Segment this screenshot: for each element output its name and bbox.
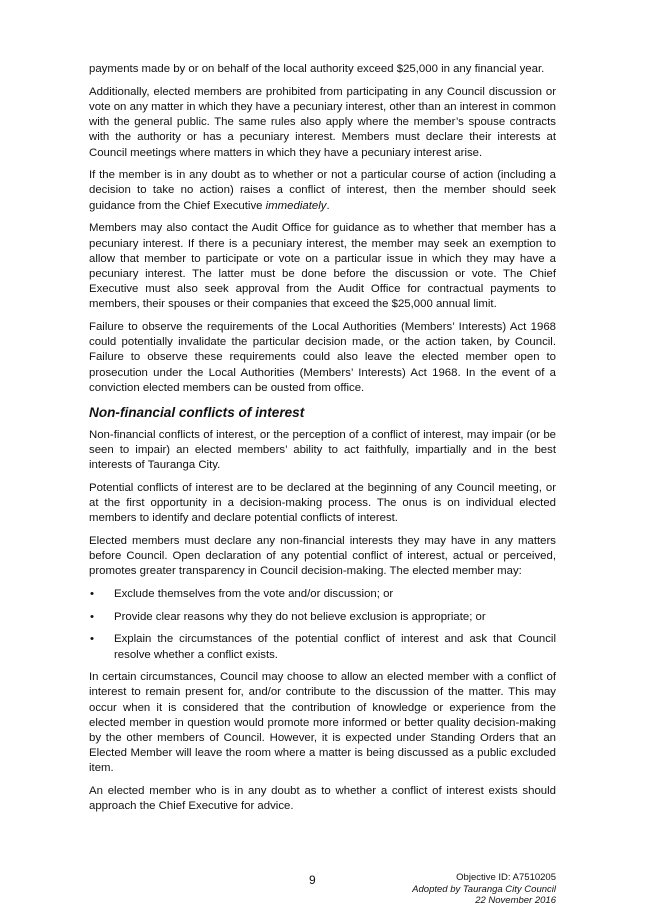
objective-id: Objective ID: A7510205 xyxy=(456,872,556,883)
list-item xyxy=(89,632,556,662)
bullet-icon: • xyxy=(90,610,94,623)
list-item-text: Explain the circumstances of the potential conflict of interest and ask that Council resolve whether a conflict exists. xyxy=(114,633,556,661)
list-item-text: Exclude themselves from the vote and/or discussion; or xyxy=(114,587,394,600)
section-heading: Non-financial conflicts of interest xyxy=(89,404,305,420)
bullet-icon: • xyxy=(90,587,94,600)
adoption-date: 22 November 2016 xyxy=(475,895,556,906)
document-reference xyxy=(412,872,556,907)
paragraph-seek-guidance-end: . xyxy=(326,199,330,212)
page-footer xyxy=(89,872,556,912)
paragraph-certain-circumstances: In certain circumstances, Council may choose to allow an elected member with a conflict of interest to remain present for, and/or contribute to the discussion of the matter. This may occur when it is considered that the contribution of knowledge or experience from the elected member in question would promote more informed or better quality decision-making by the other members of Council. However, it is expected under Standing Orders that an Elected Member will leave the room where a matter is being discussed as a public excluded item. xyxy=(89,671,556,775)
bullet-icon: • xyxy=(90,633,94,646)
list-item-text: Provide clear reasons why they do not believe exclusion is appropriate; or xyxy=(114,610,486,623)
document-body xyxy=(89,62,556,822)
paragraph-seek-guidance-text: If the member is in any doubt as to whether or not a particular course of action (including a decision to take no action) raises a conflict of interest, then the member should seek guidance from the Chief Executive xyxy=(89,169,556,212)
emphasis-immediately: immediately xyxy=(265,199,327,212)
paragraph-seek-guidance xyxy=(89,168,556,214)
paragraph-declare-conflicts: Potential conflicts of interest are to be declared at the beginning of any Council meeting, or at the first opportunity in a decision-making process. The onus is on individual elected members to identify and declare potential conflicts of interest. xyxy=(89,481,556,525)
paragraph-non-financial: Non-financial conflicts of interest, or the perception of a conflict of interest, may impair (or be seen to impair) an elected members’ ability to act faithfully, impartially and in the best interests of Tauranga City. xyxy=(89,428,556,471)
adopted-by: Adopted by Tauranga City Council xyxy=(412,883,556,895)
paragraph-approach-ce: An elected member who is in any doubt as to whether a conflict of interest exists should approach the Chief Executive for advice. xyxy=(89,785,556,813)
list-item xyxy=(89,610,556,625)
options-list xyxy=(89,587,556,663)
list-item xyxy=(89,587,556,602)
paragraph-failure-to-observe: Failure to observe the requirements of the Local Authorities (Members’ Interests) Act 1968 could potentially invalidate the particular decision made, or the action taken, by Council. Failure to observe these requirements could also leave the elected member open to prosecution under the Local Authorities (Members’ Interests) Act 1968. In the event of a conviction elected members can be ousted from office. xyxy=(89,321,556,394)
paragraph-payments: payments made by or on behalf of the local authority exceed $25,000 in any financial year. xyxy=(89,63,545,75)
paragraph-declare-interests: Elected members must declare any non-financial interests they may have in any matters before Council. Open declaration of any potential conflict of interest, actual or perceived, promotes greater transparency in Council decision-making. The elected member may: xyxy=(89,534,556,578)
paragraph-audit-office: Members may also contact the Audit Office for guidance as to whether that member has a pecuniary interest. If there is a pecuniary interest, the member may seek an exemption to allow that member to participate or vote on a particular issue in which they may have a pecuniary interest. The latter must be done before the discussion or vote. The Chief Executive must also seek approval from the Audit Office for contractual payments to members, their spouses or their companies that exceed the $25,000 annual limit. xyxy=(89,222,556,311)
page-number: 9 xyxy=(309,873,316,887)
paragraph-pecuniary-prohibition: Additionally, elected members are prohibited from participating in any Council discussion or vote on any matter in which they have a pecuniary interest, other than an interest in common with the general public. The same rules also apply where the member’s spouse contracts with the authority or has a pecuniary interest. Members must declare their interests at Council meetings where matters in which they have a pecuniary interest arise. xyxy=(89,85,556,159)
